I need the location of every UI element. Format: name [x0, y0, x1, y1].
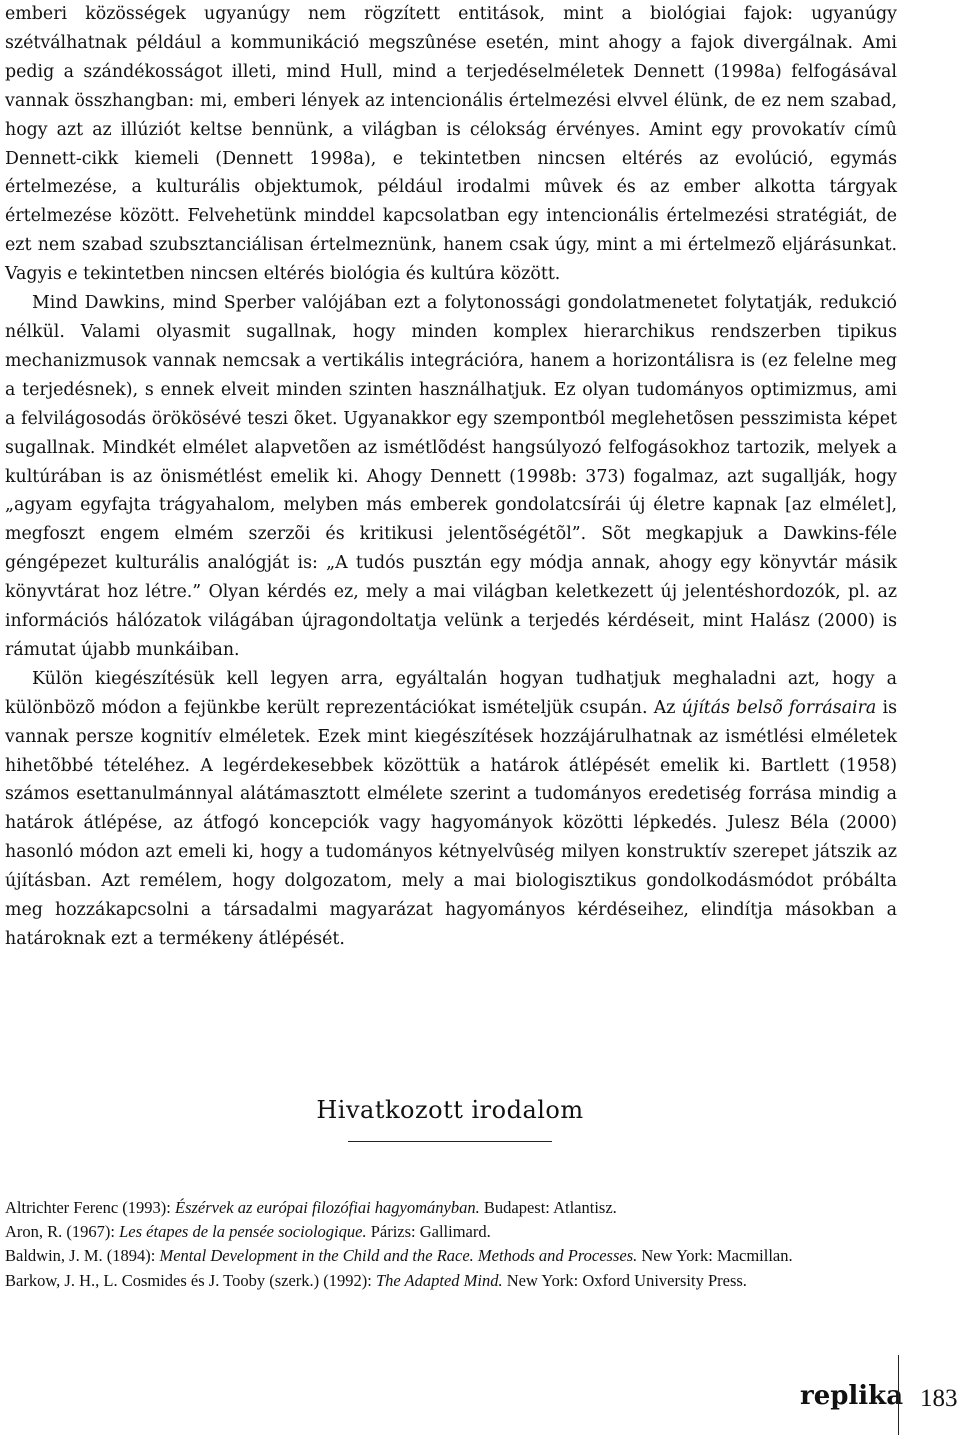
journal-name: replika — [800, 1381, 904, 1411]
reference-publisher: New York: Oxford University Press. — [502, 1270, 747, 1290]
page-number: 183 — [920, 1385, 958, 1412]
paragraph: emberi közösségek ugyanúgy nem rögzített entitások, mint a biológiai fajok: ugyanúgy szétválhatnak például a kommunikáció megszûnése esetén, mint ahogy a fajok divergálnak. Ami pedig a szándékosságot illeti, mind Hull, mind a terjedéselméletek Dennett (1998a) felfogásával vannak összhangban: mi, emberi lények az intencionális értelmezési elvvel élünk, de ez nem szabad, hogy azt az illúziót keltse bennünk, a világban is célokság érvényes. Amint egy provokatív címû Dennett-cikk kiemeli (Dennett 1998a), e tekintetben nincsen eltérés az evolúció, egymás értelmezése, a kulturális objektumok, például irodalmi mûvek és az ember alkotta tárgyak értelmezése között. Felvehetünk minddel kapcsolatban egy intencionális értelmezési stratégiát, de ezt nem szabad szubsztanciálisan értelmeznünk, hanem csak úgy, mint a mi értelmezõ eljárásunkat. Vagyis e tekintetben nincsen eltérés biológia és kultúra között. — [5, 4, 897, 285]
title-underline — [348, 1141, 552, 1142]
reference-publisher: Párizs: Gallimard. — [366, 1222, 491, 1242]
paragraph: Külön kiegészítésük kell legyen arra, egyáltalán hogyan tudhatjuk meghaladni azt, hogy a különbözõ módon a fejünkbe került reprezentációkat ismételjük csupán. Az újítás belsõ forrásaira is vannak persze kognitív elméletek. Ezek mint kiegészítések hozzájárulhatnak az ismétlési elméletek hihetõbbé tételéhez. A legérdekesebbek közöttük a határok átlépését emelik ki. Bartlett (1958) számos esettanulmánnyal alátámasztott elmélete szerint a tudományos eredetiség forrása mindig a határok átlépése, az átfogó koncepciók vagy hagyományok közötti lépkedés. Julesz Béla (2000) hasonló módon azt emeli ki, hogy a tudományos kétnyelvûség milyen konstruktív szerepet játszik az újításban. Azt remélem, hogy dolgozatom, mely a mai biologisztikus gondolkodásmódot próbálta meg hozzákapcsolni a társadalmi magyarázat hagyományos kérdéseihez, elindítja másokban a határoknak ezt a termékeny átlépését. — [5, 668, 898, 949]
paragraph: Mind Dawkins, mind Sperber valójában ezt a folytonossági gondolatmenetet folytatják, redukció nélkül. Valami olyasmit sugallnak, hogy minden komplex hierarchikus rendszerben tipikus mechanizmusok vannak nemcsak a vertikális integrációra, hanem a horizontálisra is (ez felelne meg a terjedésnek), s ennek elveit minden szinten használhatjuk. Ez olyan tudományos optimizmus, ami a felvilágosodás örökösévé teszi õket. Ugyanakkor egy szempontból meglehetõsen pesszimista képet sugallnak. Mindkét elmélet alapvetõen az ismétlõdést hangsúlyozó felfogásokhoz tartozik, melyek a kultúrában is az önismétlést emelik ki. Ahogy Dennett (1998b: 373) fogalmaz, azt sugallják, hogy „agyam egyfajta trágyahalom, melyben más emberek gondolatcsírái új életre kapnak [az elmélet], megfoszt engem elmém szerzõi és kritikusi jelentõségétõl”. Sõt megkapjuk a Dawkins-féle géngépezet kulturális analógját is: „A tudós pusztán egy módja annak, ahogy egy könyvtár másik könyvtárat hoz létre.” Olyan kérdés ez, mely a mai világban keletkezett új jelentéshordozók, pl. az információs hálózatok világában újragondoltatja velünk a terjedés kérdéseit, mint Halász (2000) is rámutat újabb munkáiban. — [5, 293, 897, 660]
reference-title: Mental Development in the Child and the Race. Methods and Processes. — [159, 1246, 638, 1266]
reference-item — [5, 1196, 898, 1220]
reference-title: The Adapted Mind. — [375, 1270, 503, 1290]
reference-item — [5, 1244, 898, 1268]
reference-title: Les étapes de la pensée sociologique. — [119, 1222, 367, 1242]
reference-authors: Baldwin, J. M. (1894): — [5, 1246, 160, 1266]
reference-publisher: Budapest: Atlantisz. — [479, 1198, 617, 1217]
footer-divider — [898, 1355, 899, 1435]
body-text — [5, 0, 897, 954]
section-title: Hivatkozott irodalom — [316, 1096, 584, 1124]
reference-authors: Aron, R. (1967): — [5, 1222, 120, 1242]
reference-authors: Altrichter Ferenc (1993): — [5, 1198, 175, 1217]
reference-list — [5, 1196, 898, 1293]
reference-publisher: New York: Macmillan. — [637, 1246, 793, 1266]
reference-authors: Barkow, J. H., L. Cosmides és J. Tooby (szerk.) (1992): — [5, 1270, 376, 1290]
reference-title: Észérvek az európai filozófiai hagyományban. — [174, 1198, 480, 1217]
reference-item — [5, 1269, 898, 1293]
reference-item — [5, 1220, 898, 1244]
